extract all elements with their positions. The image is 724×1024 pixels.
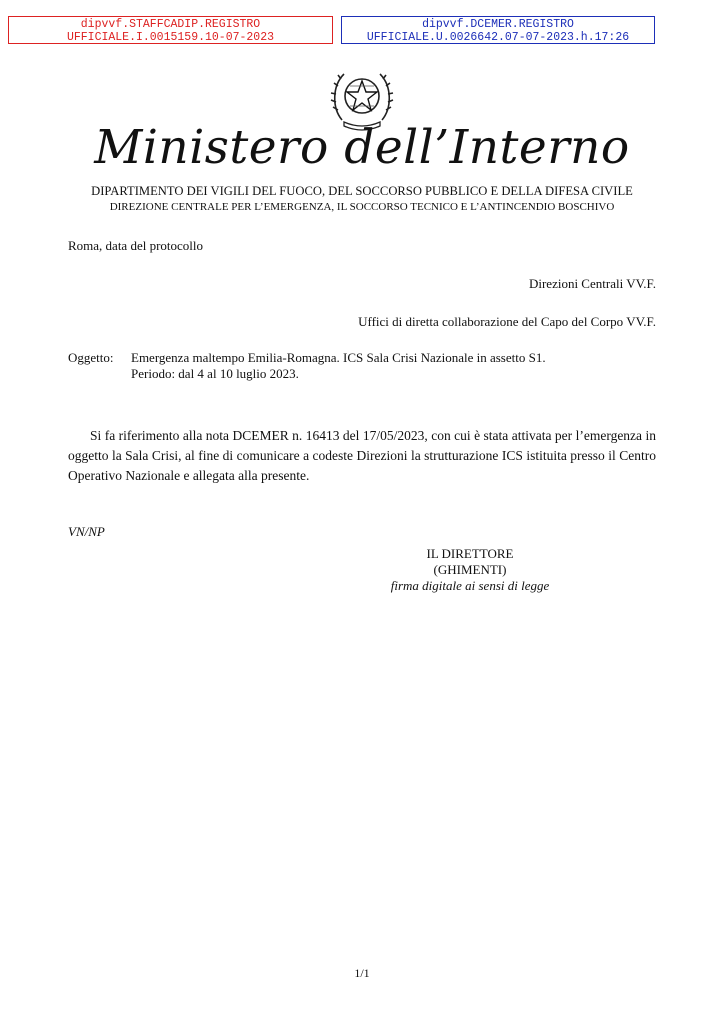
page-number: 1/1 <box>354 966 370 980</box>
directorate-heading: DIREZIONE CENTRALE PER L’EMERGENZA, IL SOCCORSO TECNICO E L’ANTINCENDIO BOSCHIVO <box>109 201 615 213</box>
subject-label: Oggetto: <box>68 350 114 365</box>
stamp-registry-line: dipvvf.STAFFCADIP.REGISTRO <box>80 18 261 31</box>
protocol-stamp-outgoing <box>341 16 655 44</box>
department-heading: DIPARTIMENTO DEI VIGILI DEL FUOCO, DEL SOCCORSO PUBBLICO E DELLA DIFESA CIVILE <box>91 184 633 198</box>
recipient-line: Uffici di diretta collaborazione del Capo del Corpo VV.F. <box>358 314 656 329</box>
signature-title: IL DIRETTORE <box>426 546 514 561</box>
author-initials: VN/NP <box>68 524 105 539</box>
subject-line: Periodo: dal 4 al 10 luglio 2023. <box>131 366 299 381</box>
recipient-line: Direzioni Centrali VV.F. <box>528 276 656 291</box>
stamp-protocol-line: UFFICIALE.I.0015159.10-07-2023 <box>66 31 275 44</box>
protocol-stamp-incoming <box>8 16 333 44</box>
letter-body: Si fa riferimento alla nota DCEMER n. 16413 del 17/05/2023, con cui è stata attivata per l’emergenza in oggetto la Sala Crisi, al fine di comunicare a codeste Direzioni la strutturazione ICS istituita presso il Centro Operativo Nazionale e allegata alla presente. <box>68 428 656 483</box>
stamp-protocol-line: UFFICIALE.U.0026642.07-07-2023.h.17:26 <box>366 31 630 44</box>
signature-name: (GHIMENTI) <box>433 562 507 577</box>
ministry-title: Ministero dell’Interno <box>94 120 630 175</box>
subject-line: Emergenza maltempo Emilia-Romagna. ICS Sala Crisi Nazionale in assetto S1. <box>131 350 546 365</box>
stamp-registry-line: dipvvf.DCEMER.REGISTRO <box>422 18 574 31</box>
digital-signature-note: firma digitale ai sensi di legge <box>390 578 550 593</box>
place-date: Roma, data del protocollo <box>68 238 204 253</box>
